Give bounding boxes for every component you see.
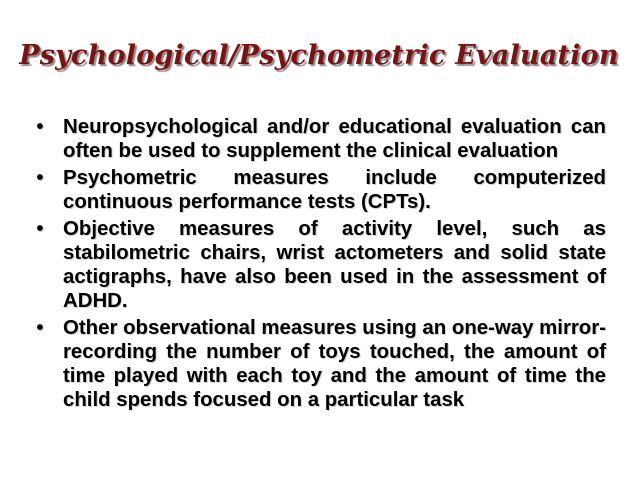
bullet-text: Objective measures of activity level, such as stabilometric chairs, wrist actometers and solid state actigraphs, have also been used in the assessment of ADHD. xyxy=(63,218,606,312)
bullet-text: Other observational measures using an one-way mirror- recording the number of toys touched, the amount of time played with each toy and the amount of time the child spends focused on a particular task xyxy=(63,317,606,411)
bullet-item xyxy=(30,217,606,313)
bullet-icon: • xyxy=(36,167,44,189)
bullet-text: Psychometric measures include computerized continuous performance tests (CPTs). xyxy=(63,167,606,213)
bullet-item xyxy=(30,166,606,214)
bullet-icon: • xyxy=(36,317,44,339)
bullet-item xyxy=(30,316,606,412)
bullet-item xyxy=(30,115,606,163)
bullet-icon: • xyxy=(36,116,44,138)
slide-title: Psychological/Psychometric Evaluation xyxy=(19,40,619,71)
bullet-list xyxy=(30,115,606,415)
bullet-text: Neuropsychological and/or educational evaluation can often be used to supplement the clinical evaluation xyxy=(63,116,606,162)
bullet-icon: • xyxy=(36,218,44,240)
